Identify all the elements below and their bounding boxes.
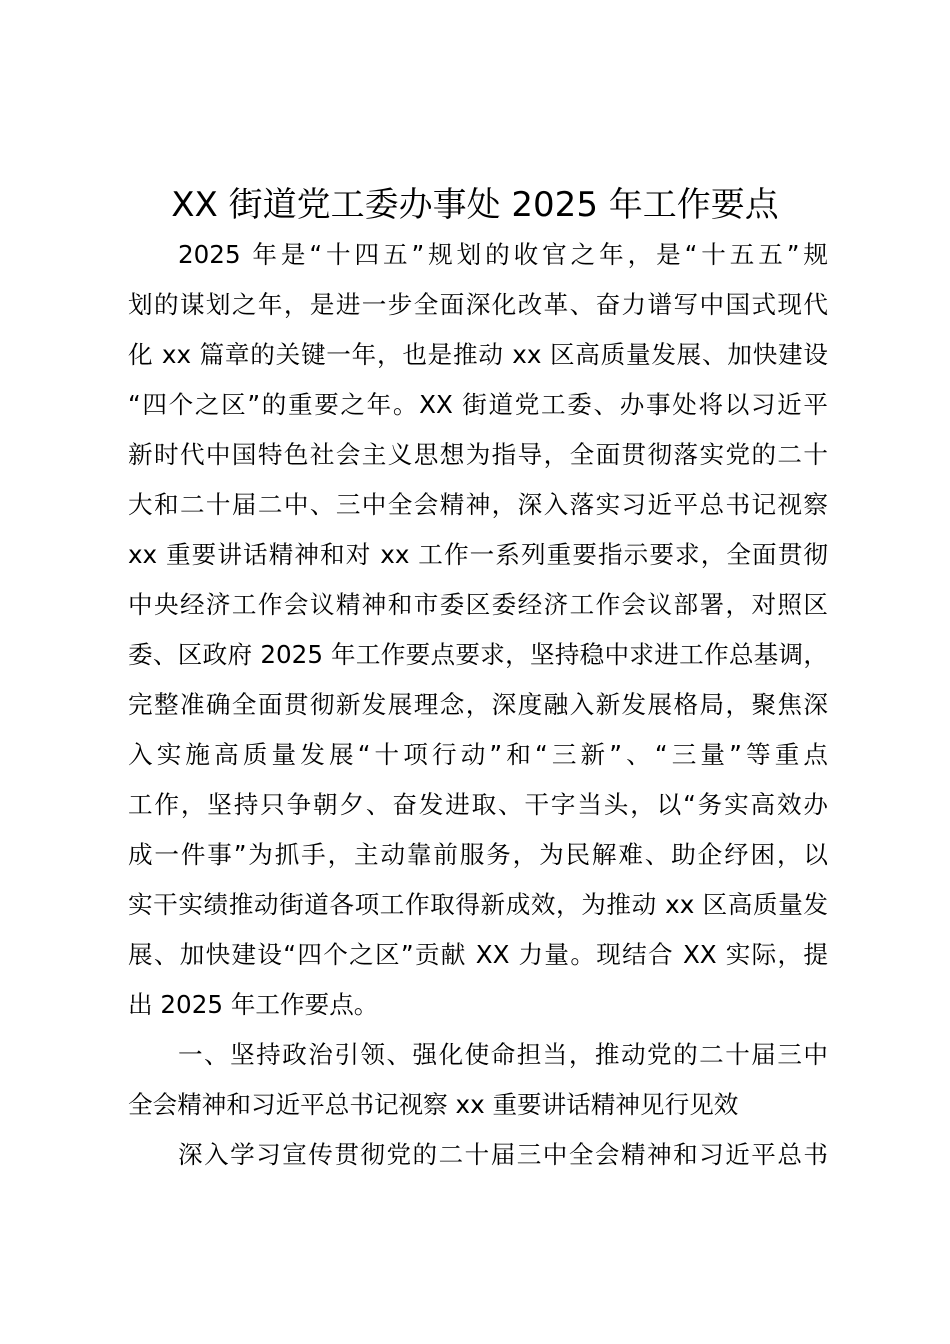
section-heading-line: 全会精神和习近平总书记视察 xx 重要讲话精神见行见效 <box>128 1090 739 1119</box>
paragraph-line: 成一件事”为抓手，主动靠前服务，为民解难、助企纾困，以 <box>128 840 828 869</box>
paragraph-line: 委、区政府 2025 年工作要点要求，坚持稳中求进工作总基调， <box>128 640 828 669</box>
section-heading-line: 一、坚持政治引领、强化使命担当，推动党的二十届三中 <box>178 1040 828 1069</box>
paragraph-line: 大和二十届二中、三中全会精神，深入落实习近平总书记视察 <box>128 490 828 519</box>
paragraph-line: 中央经济工作会议精神和市委区委经济工作会议部署，对照区 <box>128 590 828 619</box>
paragraph-line: 化 xx 篇章的关键一年，也是推动 xx 区高质量发展、加快建设 <box>128 340 828 369</box>
paragraph-line: 划的谋划之年，是进一步全面深化改革、奋力谱写中国式现代 <box>128 290 828 319</box>
paragraph-line: 新时代中国特色社会主义思想为指导，全面贯彻落实党的二十 <box>128 440 828 469</box>
paragraph-line: 出 2025 年工作要点。 <box>128 990 379 1019</box>
document-title: XX 街道党工委办事处 2025 年工作要点 <box>171 185 779 225</box>
paragraph-line: 完整准确全面贯彻新发展理念，深度融入新发展格局，聚焦深 <box>128 690 828 719</box>
paragraph-line: xx 重要讲话精神和对 xx 工作一系列重要指示要求，全面贯彻 <box>128 540 828 569</box>
paragraph-line: 工作，坚持只争朝夕、奋发进取、干字当头，以“务实高效办 <box>128 790 828 819</box>
paragraph-line: 实干实绩推动街道各项工作取得新成效，为推动 xx 区高质量发 <box>128 890 828 919</box>
paragraph-line: 深入学习宣传贯彻党的二十届三中全会精神和习近平总书 <box>178 1140 828 1169</box>
paragraph-line: 入实施高质量发展“十项行动”和“三新”、“三量”等重点 <box>128 740 828 769</box>
paragraph-line: 2025 年是“十四五”规划的收官之年，是“十五五”规 <box>178 240 828 269</box>
paragraph-line: 展、加快建设“四个之区”贡献 XX 力量。现结合 XX 实际，提 <box>128 940 828 969</box>
paragraph-line: “四个之区”的重要之年。XX 街道党工委、办事处将以习近平 <box>128 390 828 419</box>
